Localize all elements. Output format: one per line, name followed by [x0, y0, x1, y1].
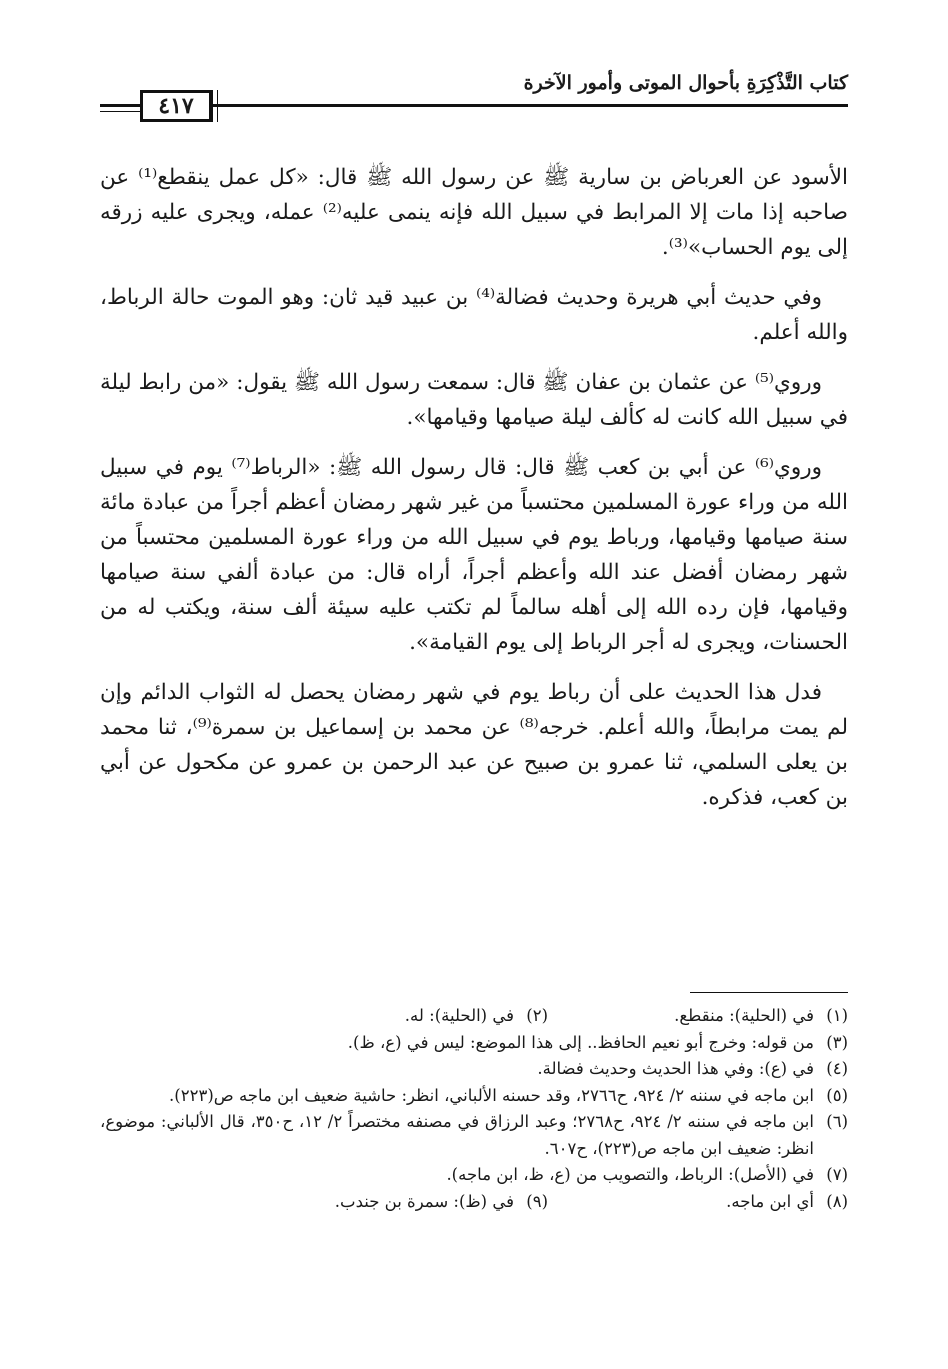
- footnote-number: (٢): [526, 1006, 548, 1025]
- footnote-number: (٨): [826, 1191, 848, 1211]
- footnote-number: (٩): [526, 1191, 548, 1211]
- footnote-row-1-2: [100, 1003, 848, 1030]
- footnote-number: (٦): [826, 1112, 848, 1131]
- running-title: كتاب التَّذْكِرَةِ بأحوال الموتى وأمور الآخرة: [523, 72, 848, 94]
- footnote-text: أي ابن ماجه.: [726, 1191, 814, 1211]
- footnote-number: (٧): [826, 1165, 848, 1184]
- footnote-text: في (ظ): سمرة بن جندب.: [334, 1191, 514, 1211]
- footnote-text: في (الحلية): منقطع.: [674, 1006, 814, 1025]
- page-header: [100, 70, 848, 126]
- footnote-9: [248, 1189, 548, 1216]
- footnote-7: [100, 1162, 848, 1189]
- footnote-text: في (الحلية): له.: [404, 1006, 514, 1025]
- footnote-number: (٤): [826, 1059, 848, 1078]
- paragraph-1: الأسود عن العرباض بن سارية ﷺ عن رسول الله ﷺ قال: «كل عمل ينقطع⁽¹⁾ عن صاحبه إذا مات إلا المرابط في سبيل الله فإنه ينمى عليه⁽²⁾ عمله، ويجرى عليه زرقه إلى يوم الحساب»⁽³⁾.: [100, 165, 849, 260]
- paragraph-5: فدل هذا الحديث على أن رباط يوم في شهر رمضان يحصل له الثواب الدائم وإن لم يمت مرابطاً، والله أعلم. خرجه⁽⁸⁾ عن محمد بن إسماعيل بن سمرة⁽⁹⁾، ثنا محمد بن يعلى السلمي، ثنا عمرو بن صبيح عن عبد الرحمن بن عمرو عن مكحول عن أبي بن كعب، فذكره.: [100, 680, 848, 810]
- footnote-separator: [690, 992, 848, 993]
- footnote-text: في (ع): وفي هذا الحديث وحديث فضالة.: [537, 1059, 814, 1078]
- footnote-3: [100, 1030, 848, 1057]
- footnote-6: [100, 1109, 848, 1162]
- footnote-text: من قوله: وخرج أبو نعيم الحافظ.. إلى هذا الموضع: ليس في (ع، ظ).: [347, 1032, 814, 1052]
- footnote-number: (٥): [826, 1085, 848, 1105]
- page-number: ٤١٧: [140, 90, 212, 122]
- footnote-text: ابن ماجه في سننه ٢/ ٩٢٤، ح٢٧٦٦، وقد حسنه الألباني، انظر: حاشية ضعيف ابن ماجه ص(٢٢٣).: [169, 1085, 814, 1105]
- footnote-text: في (الأصل): الرباط، والتصويب من (ع، ظ، ابن ماجه).: [446, 1165, 814, 1184]
- footnote-4: [100, 1056, 848, 1083]
- footnote-text: ابن ماجه في سننه ٢/ ٩٢٤، ح٢٧٦٨؛ وعبد الرزاق في مصنفه مختصراً ٢/ ١٢، ح٣٥٠، قال الألباني: موضوع، انظر: ضعيف ابن ماجه ص(٢٢٣)، ح٦٠٧.: [100, 1112, 814, 1158]
- footnote-2: [248, 1003, 548, 1030]
- paragraph-2: وفي حديث أبي هريرة وحديث فضالة⁽⁴⁾ بن عبيد قيد ثان: وهو الموت حالة الرباط، والله أعلم.: [100, 285, 848, 345]
- footnote-row-8-9: [100, 1189, 848, 1216]
- footnote-number: (٣): [826, 1032, 848, 1052]
- paragraph-4: وروي⁽⁶⁾ عن أبي بن كعب ﷺ قال: قال رسول الله ﷺ: «الرباط⁽⁷⁾ يوم في سبيل الله من وراء عورة المسلمين محتسباً من غير شهر رمضان أعظم أجراً من عبادة مائة سنة صيامها وقيامها، ورباط يوم في سبيل الله من وراء عورة المسلمين محتسباً من شهر رمضان أفضل عند الله وأعظم أجراً، أراه قال: من عبادة ألفي سنة صيامها وقيامها، فإن رده الله إلى أهله سالماً لم تكتب عليه سيئة ألف سنة، ويكتب له من الحسنات، ويجرى له أجر الرباط إلى يوم القيامة».: [100, 455, 848, 655]
- footnote-number: (١): [826, 1006, 848, 1025]
- footnotes: [100, 1003, 848, 1215]
- footnote-1: [548, 1003, 848, 1030]
- footnote-8: [548, 1189, 848, 1216]
- footnote-5: [100, 1083, 848, 1110]
- paragraph-3: وروي⁽⁵⁾ عن عثمان بن عفان ﷺ قال: سمعت رسول الله ﷺ يقول: «من رابط ليلة في سبيل الله كانت له كألف ليلة صيامها وقيامها».: [100, 370, 848, 430]
- main-text: [100, 160, 848, 830]
